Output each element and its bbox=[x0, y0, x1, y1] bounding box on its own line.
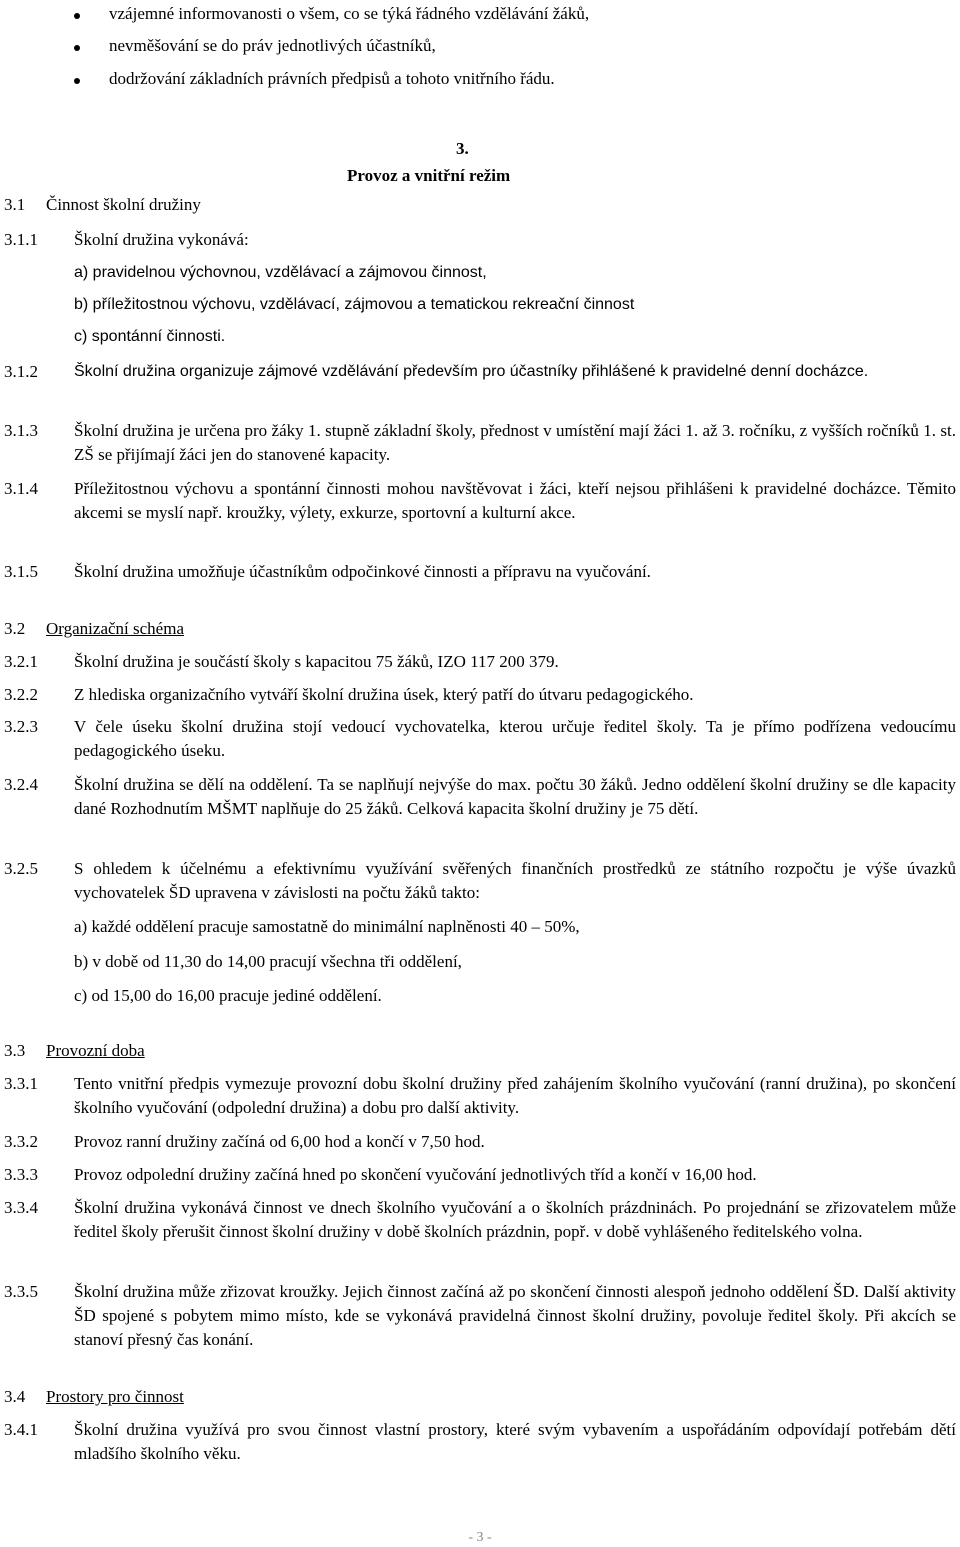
bullet-text: dodržování základních právních předpisů a tohoto vnitřního řádu. bbox=[109, 69, 555, 88]
para-number: 3.1.2 bbox=[4, 362, 38, 381]
para-text: Příležitostnou výchovu a spontánní činnosti mohou navštěvovat i žáci, kteří nejsou přihlášeni k pravidelné docházce. Těmito akcemi se myslí např. kroužky, výlety, exkurze, sportovní a kulturní akce. bbox=[74, 479, 956, 522]
para-text: Školní družina umožňuje účastníkům odpočinkové činnosti a přípravu na vyučování. bbox=[74, 562, 651, 581]
para-number: 3.1.3 bbox=[4, 421, 38, 440]
para-text: Z hlediska organizačního vytváří školní družina úsek, který patří do útvaru pedagogického. bbox=[74, 685, 694, 704]
para-number: 3.1.1 bbox=[4, 230, 38, 249]
para-number: 3.3.2 bbox=[4, 1132, 38, 1151]
para-number: 3.3.3 bbox=[4, 1165, 38, 1184]
section-number: 3.4 bbox=[4, 1387, 26, 1406]
section-number: 3.1 bbox=[4, 195, 26, 214]
para-number: 3.1.4 bbox=[4, 479, 38, 498]
para-text: Školní družina organizuje zájmové vzdělávání především pro účastníky přihlášené k pravidelné denní docházce. bbox=[74, 363, 869, 380]
para-number: 3.2.2 bbox=[4, 685, 38, 704]
para-text: Školní družina se dělí na oddělení. Ta se naplňují nejvýše do max. počtu 30 žáků. Jedno oddělení školní družiny se dle kapacity dané Rozhodnutím MŠMT naplňuje do 25 žáků. Celková kapacita školní družiny je 75 dětí. bbox=[74, 775, 956, 818]
para-number: 3.3.5 bbox=[4, 1282, 38, 1301]
chapter-number: 3. bbox=[456, 139, 469, 158]
list-item: c) od 15,00 do 16,00 pracuje jediné oddělení. bbox=[74, 986, 382, 1005]
para-number: 3.2.4 bbox=[4, 775, 38, 794]
list-item: c) spontánní činnosti. bbox=[74, 328, 226, 345]
bullet-text: vzájemné informovanosti o všem, co se týká řádného vzdělávání žáků, bbox=[109, 4, 590, 23]
para-number: 3.2.3 bbox=[4, 717, 38, 736]
section-title: Činnost školní družiny bbox=[46, 195, 201, 214]
para-number: 3.3.4 bbox=[4, 1198, 38, 1217]
bullet-text: nevměšování se do práv jednotlivých účastníků, bbox=[109, 36, 436, 55]
section-number: 3.2 bbox=[4, 619, 26, 638]
section-title: Prostory pro činnost bbox=[46, 1387, 184, 1406]
list-item: b) příležitostnou výchovu, vzdělávací, zájmovou a tematickou rekreační činnost bbox=[74, 296, 635, 313]
chapter-title: Provoz a vnitřní režim bbox=[347, 166, 511, 185]
para-text: Školní družina je určena pro žáky 1. stupně základní školy, přednost v umístění mají žáci 1. až 3. ročníku, z vyšších ročníků 1. st. ZŠ se přijímají žáci jen do stanovené kapacity. bbox=[74, 421, 956, 464]
list-item: b) v době od 11,30 do 14,00 pracují všechna tři oddělení, bbox=[74, 952, 462, 971]
bullet-dot bbox=[74, 78, 80, 84]
para-text: S ohledem k účelnému a efektivnímu využívání svěřených finančních prostředků ze státního rozpočtu je výše úvazků vychovatelek ŠD upravena v závislosti na počtu žáků takto: bbox=[74, 859, 956, 902]
para-number: 3.2.1 bbox=[4, 652, 38, 671]
para-text: Školní družina vykonává: bbox=[74, 230, 249, 249]
para-number: 3.4.1 bbox=[4, 1420, 38, 1439]
para-text: V čele úseku školní družina stojí vedoucí vychovatelka, kterou určuje ředitel školy. Ta je přímo podřízena vedoucímu pedagogického úseku. bbox=[74, 717, 956, 760]
section-number: 3.3 bbox=[4, 1041, 26, 1060]
para-text: Školní družina může zřizovat kroužky. Jejich činnost začíná až po skončení činnosti alespoň jednoho oddělení ŠD. Další aktivity ŠD spojené s pobytem mimo místo, kde se vykonává pravidelná činnost školní družiny, povoluje ředitel školy. Při akcích se stanoví přesný čas konání. bbox=[74, 1282, 956, 1349]
para-number: 3.2.5 bbox=[4, 859, 38, 878]
para-text: Tento vnitřní předpis vymezuje provozní dobu školní družiny před zahájením školního vyučování (ranní družina), po skončení školního vyučování (odpolední družina) a dobu pro další aktivity. bbox=[74, 1074, 956, 1117]
para-text: Školní družina využívá pro svou činnost vlastní prostory, které svým vybavením a uspořádáním odpovídají potřebám dětí mladšího školního věku. bbox=[74, 1420, 956, 1463]
para-number: 3.1.5 bbox=[4, 562, 38, 581]
list-item: a) pravidelnou výchovnou, vzdělávací a zájmovou činnost, bbox=[74, 264, 487, 281]
section-title: Provozní doba bbox=[46, 1041, 145, 1060]
para-number: 3.3.1 bbox=[4, 1074, 38, 1093]
section-title: Organizační schéma bbox=[46, 619, 184, 638]
para-text: Provoz odpolední družiny začíná hned po skončení vyučování jednotlivých tříd a končí v 16,00 hod. bbox=[74, 1165, 757, 1184]
para-text: Školní družina je součástí školy s kapacitou 75 žáků, IZO 117 200 379. bbox=[74, 652, 559, 671]
para-text: Školní družina vykonává činnost ve dnech školního vyučování a o školních prázdninách. Po projednání se zřizovatelem může ředitel školy přerušit činnost školní družiny v době školních prázdnin, popř. v době vyhlášeného ředitelského volna. bbox=[74, 1198, 956, 1241]
page-number: - 3 - bbox=[468, 1530, 492, 1545]
para-text: Provoz ranní družiny začíná od 6,00 hod a končí v 7,50 hod. bbox=[74, 1132, 485, 1151]
bullet-dot bbox=[74, 13, 80, 19]
list-item: a) každé oddělení pracuje samostatně do minimální naplněnosti 40 – 50%, bbox=[74, 917, 580, 936]
bullet-dot bbox=[74, 45, 80, 51]
